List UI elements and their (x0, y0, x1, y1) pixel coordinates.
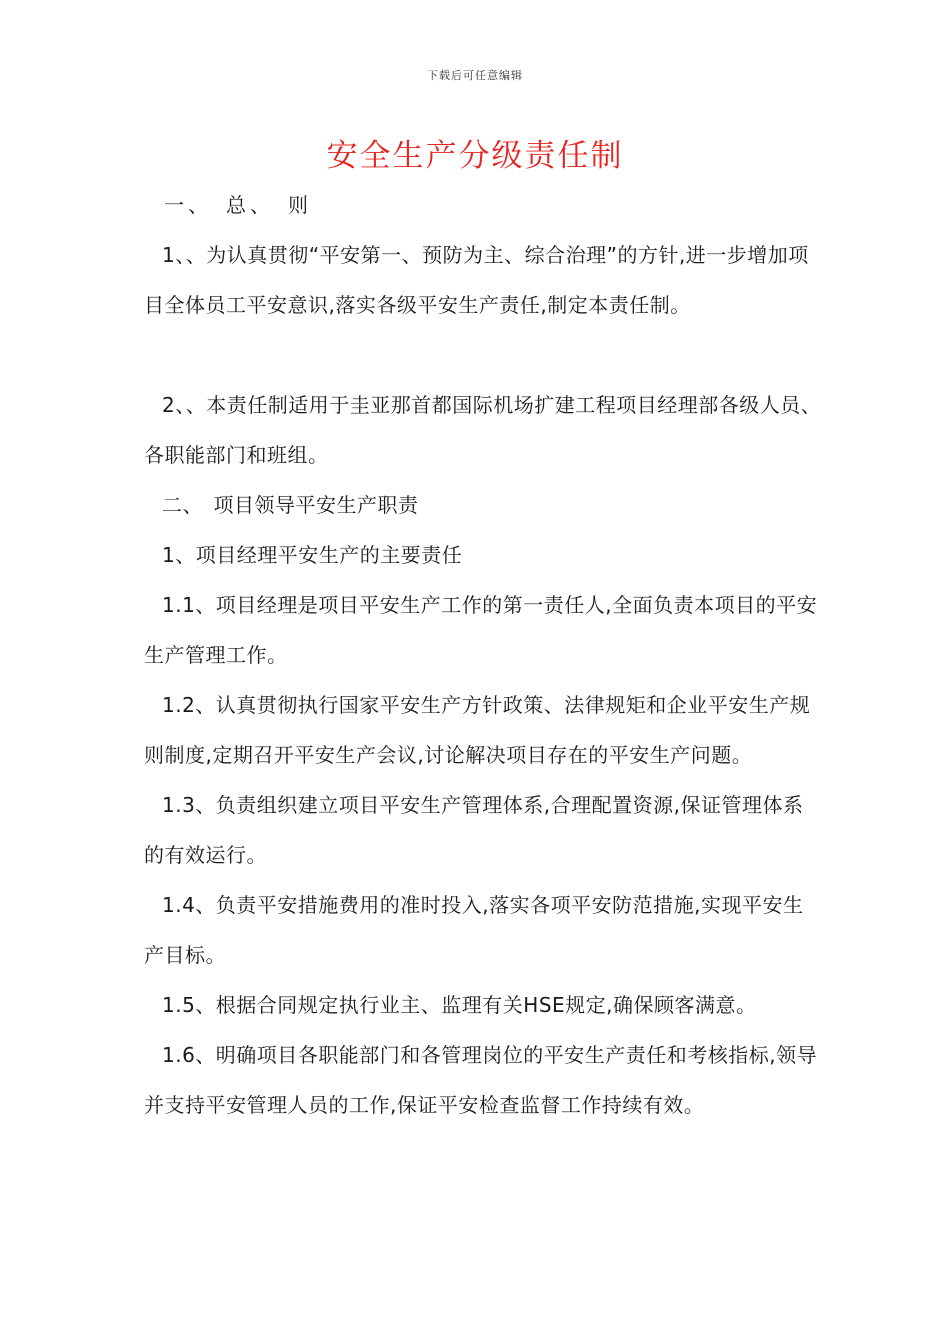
paragraph-scope: 2、、本责任制适用于圭亚那首都国际机场扩建工程项目经理部各级人员、各职能部门和班组。 (144, 393, 822, 467)
paragraph-purpose: 1、、为认真贯彻“平安第一、预防为主、综合治理”的方针,进一步增加项目全体员工平安意识,落实各级平安生产责任,制定本责任制。 (144, 243, 809, 317)
section-heading-general: 一、 总、 则 (164, 193, 312, 217)
clause-1-3: 1.3、负责组织建立项目平安生产管理体系,合理配置资源,保证管理体系的有效运行。 (144, 793, 804, 867)
document-body (144, 180, 824, 1130)
clause-1-2: 1.2、认真贯彻执行国家平安生产方针政策、法律规矩和企业平安生产规则制度,定期召开平安生产会议,讨论解决项目存在的平安生产问题。 (144, 693, 811, 767)
document-title: 安全生产分级责任制 (326, 138, 624, 174)
section-heading-leadership: 二、 项目领导平安生产职责 (162, 493, 419, 517)
clause-1-5: 1.5、根据合同规定执行业主、监理有关HSE规定,确保顾客满意。 (162, 993, 757, 1017)
clause-1-4: 1.4、负责平安措施费用的准时投入,落实各项平安防范措施,实现平安生产目标。 (144, 893, 804, 967)
clause-1-6: 1.6、明确项目各职能部门和各管理岗位的平安生产责任和考核指标,领导并支持平安管理人员的工作,保证平安检查监督工作持续有效。 (144, 1043, 818, 1117)
subheading-project-manager: 1、项目经理平安生产的主要责任 (162, 543, 463, 567)
clause-1-1: 1.1、项目经理是项目平安生产工作的第一责任人,全面负责本项目的平安生产管理工作。 (144, 593, 818, 667)
header-note: 下载后可任意编辑 (427, 69, 523, 82)
